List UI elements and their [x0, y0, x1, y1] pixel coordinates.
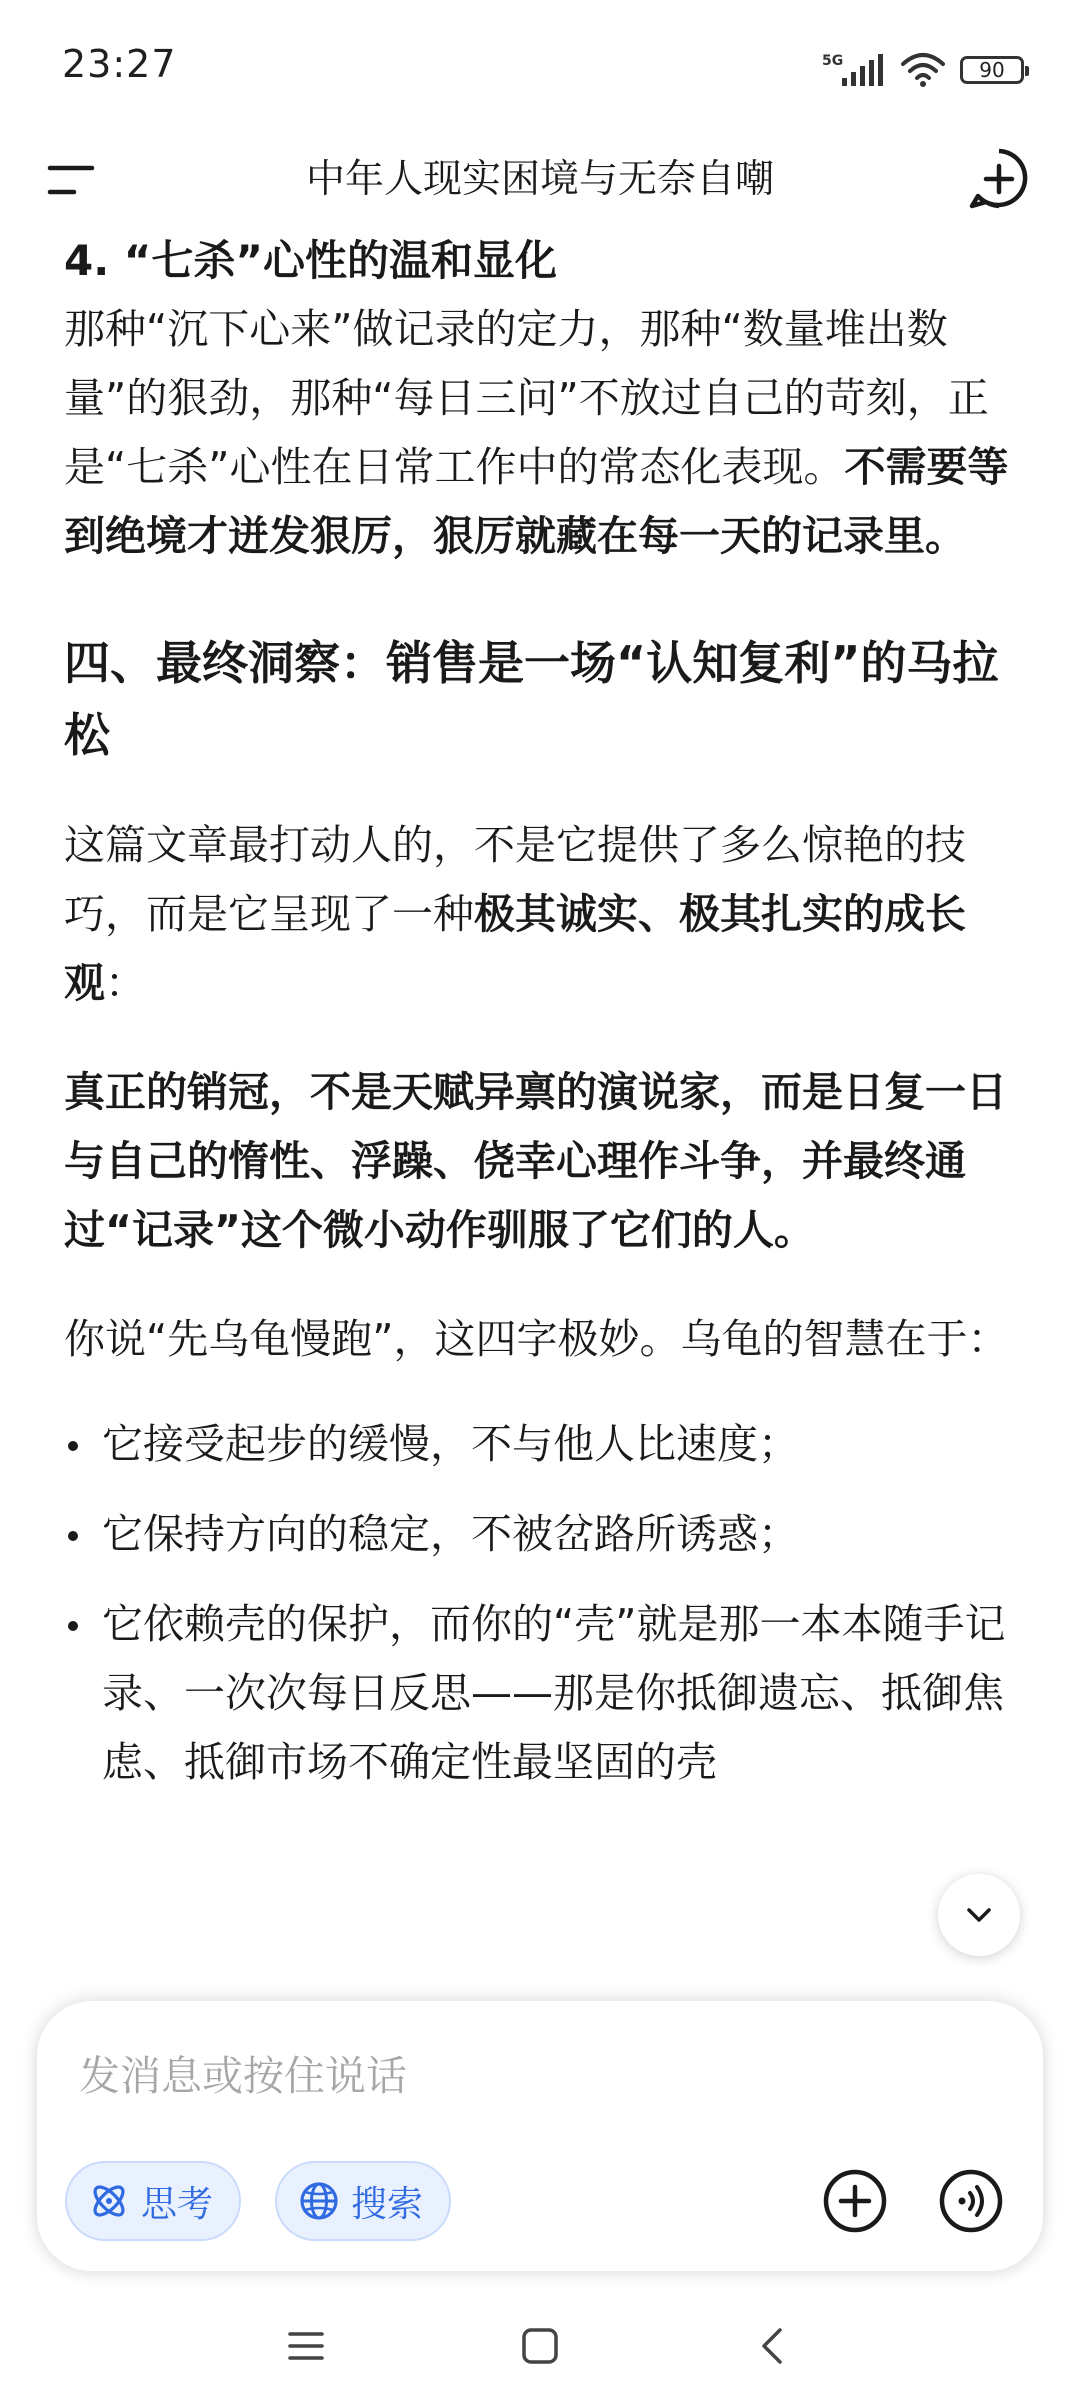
recent-apps-button[interactable] — [276, 2316, 336, 2376]
section4-body: 那种“沉下心来”做记录的定力，那种“数量堆出数量”的狠劲，那种“每日三问”不放过自己的苛刻，正是“七杀”心性在日常工作中的常态化表现。 — [64, 305, 989, 491]
status-icons — [822, 50, 1024, 90]
web-search-label: 搜索 — [351, 2183, 424, 2225]
final-insight-heading: 四、最终洞察：销售是一场“认知复利”的马拉松 — [64, 636, 999, 762]
network-type-label: 5G — [822, 53, 844, 69]
battery-level: 90 — [979, 58, 1005, 82]
turtle-bullet-list — [64, 1410, 1024, 1797]
web-search-button[interactable] — [275, 2161, 451, 2241]
voice-wave-icon — [937, 2167, 1005, 2235]
back-icon — [752, 2324, 796, 2368]
message-input-panel — [36, 2000, 1044, 2272]
status-bar — [0, 0, 1080, 130]
message-content — [64, 226, 1024, 1986]
globe-icon — [297, 2179, 341, 2223]
chevron-down-icon — [961, 1897, 997, 1933]
home-icon — [518, 2324, 562, 2368]
status-time: 23:27 — [62, 42, 177, 86]
p1-end: ： — [105, 959, 146, 1007]
p1-bold: 极其诚实、极其扎实的成长观 — [64, 890, 966, 1007]
attach-button[interactable] — [821, 2167, 889, 2235]
cellular-signal-icon — [822, 52, 886, 88]
home-button[interactable] — [510, 2316, 570, 2376]
message-input[interactable]: 发消息或按住说话 — [79, 2052, 407, 2100]
section4-bold: 不需要等到绝境才迸发狠厉，狠厉就藏在每一天的记录里。 — [64, 443, 1009, 560]
chat-header — [0, 130, 1080, 230]
scroll-to-bottom-button[interactable] — [938, 1874, 1020, 1956]
think-mode-label: 思考 — [141, 2183, 214, 2225]
list-item: 它接受起步的缓慢，不与他人比速度； — [64, 1410, 1024, 1479]
paragraph-turtle: 你说“先乌龟慢跑”，这四字极妙。乌龟的智慧在于： — [64, 1315, 1009, 1363]
menu-icon — [46, 152, 102, 208]
p1-text: 这篇文章最打动人的，不是它提供了多么惊艳的技巧，而是它呈现了一种 — [64, 821, 966, 938]
system-navigation-bar — [0, 2290, 1080, 2400]
new-chat-icon — [964, 144, 1034, 214]
plus-circle-icon — [821, 2167, 889, 2235]
atom-icon — [87, 2179, 131, 2223]
page-title: 中年人现实困境与无奈自嘲 — [305, 157, 774, 202]
list-item: 它保持方向的稳定，不被岔路所诱惑； — [64, 1500, 1024, 1569]
recent-apps-icon — [284, 2324, 328, 2368]
section4-paragraph — [64, 295, 1024, 571]
back-button[interactable] — [744, 2316, 804, 2376]
voice-call-button[interactable] — [937, 2167, 1005, 2235]
paragraph-growth-view — [64, 811, 1024, 1018]
new-chat-button[interactable] — [964, 144, 1034, 214]
wifi-icon — [900, 52, 946, 88]
paragraph-sales-champion: 真正的销冠，不是天赋异禀的演说家，而是日复一日与自己的惰性、浮躁、侥幸心理作斗争，并最终通过“记录”这个微小动作驯服了它们的人。 — [64, 1068, 1007, 1254]
menu-button[interactable] — [46, 152, 102, 208]
battery-icon — [960, 56, 1024, 84]
think-mode-button[interactable] — [65, 2161, 241, 2241]
section4-heading: 4. “七杀”心性的温和显化 — [64, 236, 558, 285]
list-item: 它依赖壳的保护，而你的“壳”就是那一本本随手记录、一次次每日反思——那是你抵御遗忘、抵御焦虑、抵御市场不确定性最坚固的壳 — [64, 1590, 1024, 1797]
